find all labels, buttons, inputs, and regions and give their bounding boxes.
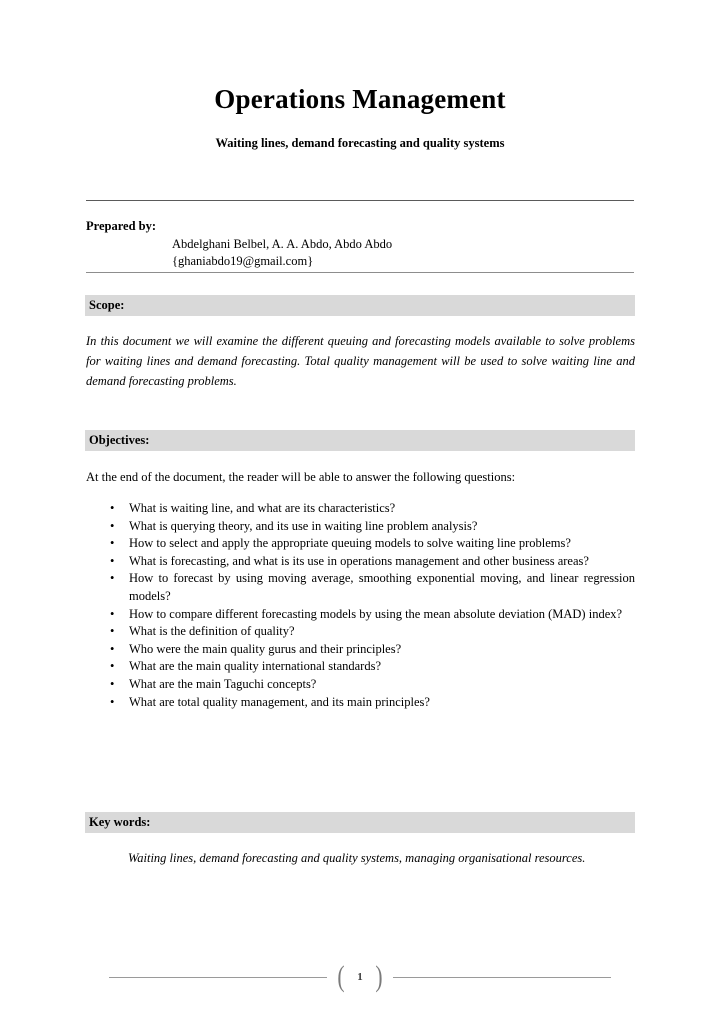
list-item: • What is the definition of quality? [86, 623, 635, 641]
keywords-section-header [85, 812, 635, 833]
list-item: • What are the main Taguchi concepts? [86, 676, 635, 694]
objectives-section-header [85, 430, 635, 451]
footer-rule-left [109, 977, 327, 978]
list-item: • What are the main quality international standards? [86, 658, 635, 676]
scope-heading-label: Scope: [89, 298, 125, 312]
page-number: 1 [357, 971, 363, 983]
footer-rule-right [393, 977, 611, 978]
scope-body-text: In this document we will examine the different queuing and forecasting models available to solve problems for waiting lines and demand forecasting. Total quality management will be used to solve waiting line and demand forecasting problems. [86, 334, 635, 388]
list-item: • How to select and apply the appropriate queuing models to solve waiting line problems? [86, 535, 635, 553]
author-email: {ghaniabdo19@gmail.com} [172, 254, 314, 268]
keywords-heading-label: Key words: [89, 815, 151, 829]
document-subtitle: Waiting lines, demand forecasting and quality systems [215, 136, 505, 150]
page-footer [0, 962, 720, 992]
prepared-by-top-rule [86, 200, 634, 201]
document-title: Operations Management [214, 84, 506, 114]
objectives-bullet-list [86, 500, 635, 711]
footer-paren-right-icon: ) [375, 960, 383, 993]
objectives-intro-text: At the end of the document, the reader will be able to answer the following questions: [86, 470, 516, 484]
list-item: • What is waiting line, and what are its characteristics? [86, 500, 635, 518]
author-list: Abdelghani Belbel, A. A. Abdo, Abdo Abdo [172, 237, 393, 251]
footer-page-marker [327, 962, 393, 992]
keywords-body-text: Waiting lines, demand forecasting and quality systems, managing organisational resources. [128, 851, 586, 865]
list-item: • What are total quality management, and its main principles? [86, 694, 635, 712]
list-item: • What is forecasting, and what is its use in operations management and other business areas? [86, 553, 635, 571]
list-item: • How to compare different forecasting models by using the mean absolute deviation (MAD) index? [86, 606, 635, 624]
list-item: • What is querying theory, and its use in waiting line problem analysis? [86, 518, 635, 536]
footer-paren-left-icon: ( [337, 960, 345, 993]
scope-section-header [85, 295, 635, 316]
prepared-by-label: Prepared by: [86, 219, 157, 233]
list-item: • Who were the main quality gurus and their principles? [86, 641, 635, 659]
prepared-by-bottom-rule [86, 272, 634, 273]
objectives-heading-label: Objectives: [89, 433, 150, 447]
list-item: • How to forecast by using moving average, smoothing exponential moving, and linear regression models? [86, 570, 635, 605]
